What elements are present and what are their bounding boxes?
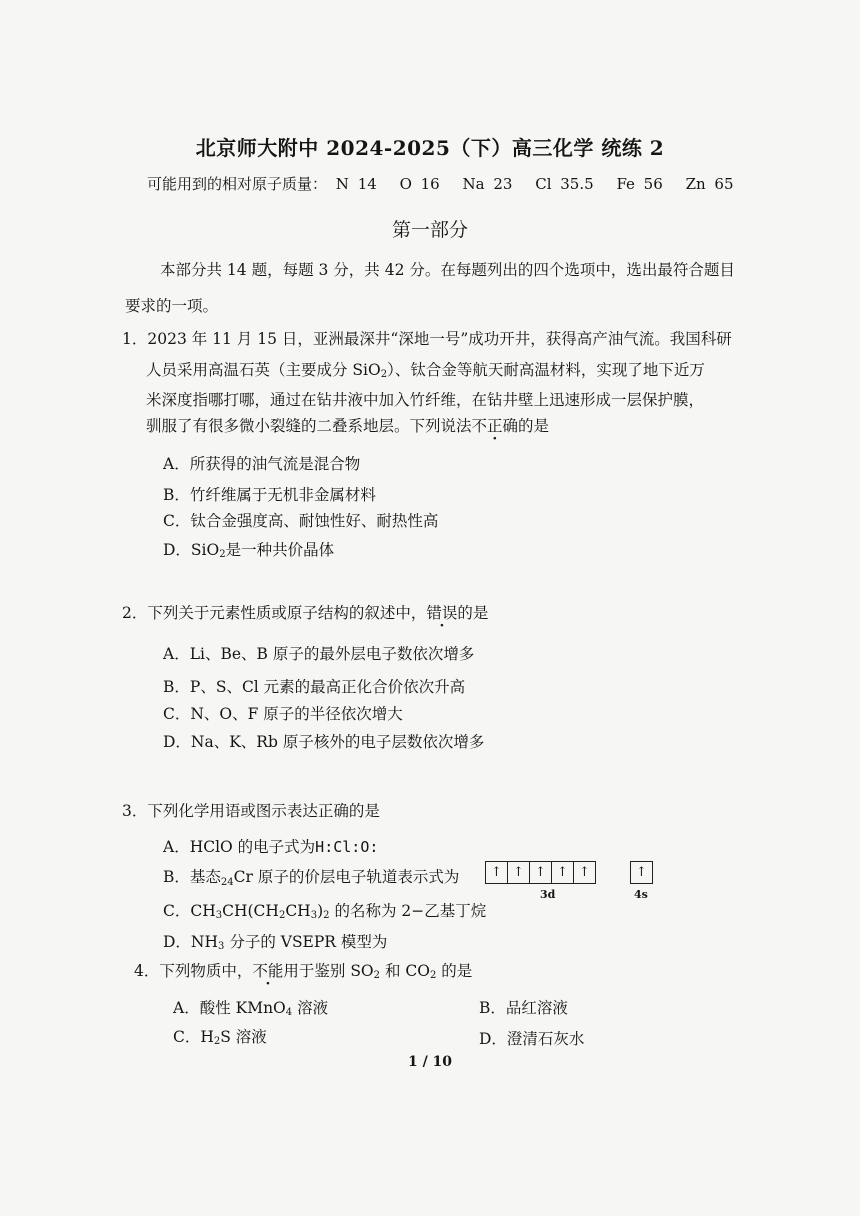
q3-d-sub: 3 — [218, 941, 225, 952]
q1-d-sub: 2 — [219, 549, 226, 560]
q3-b-post: Cr 原子的价层电子轨道表示式为 — [233, 868, 460, 886]
orbital-4s-label: 4s — [634, 888, 648, 901]
q1-stem-line-3: 米深度指哪打哪，通过在钻井液中加入竹纤维，在钻井壁上迅速形成一层保护膜， — [146, 391, 705, 409]
q2-option-a: A．Li、Be、B 原子的最外层电子数依次增多 — [163, 645, 475, 663]
q3-b-pre: B．基态 — [163, 868, 221, 886]
orbital-4s-box — [630, 861, 653, 884]
q1-d-pre: D．SiO — [163, 541, 220, 559]
atomic-masses — [147, 173, 734, 194]
orbital-3d-label: 3d — [540, 888, 556, 901]
orbital-3d-box-5: ↑ — [573, 861, 596, 884]
q1-line2-pre: 人员采用高温石英（主要成分 SiO — [146, 361, 381, 379]
q1-option-d — [163, 538, 334, 560]
orbital-3d-box-4: ↑ — [551, 861, 573, 884]
instructions-line-2: 要求的一项。 — [125, 297, 219, 315]
q4-c-pre: C．H — [173, 1028, 214, 1046]
q4-c-sub: 2 — [213, 1036, 221, 1047]
orbital-4s-box-1: ↑ — [630, 861, 653, 884]
q2-stem-post: 的是 — [457, 604, 489, 622]
q1-line4-pre: 驯服了有很多微小裂缝的二叠系地层。下列说法 — [146, 417, 472, 435]
q1-option-a: A．所获得的油气流是混合物 — [163, 455, 361, 473]
q4-stem-mid2: 和 CO — [380, 962, 430, 980]
q2-option-c: C．N、O、F 原子的半径依次增大 — [163, 705, 403, 723]
q4-c-post: S 溶液 — [220, 1028, 267, 1046]
mass-n: N 14 — [335, 175, 377, 193]
exam-title: 北京师大附中 2024-2025（下）高三化学 统练 2 — [195, 136, 665, 160]
q1-option-b: B．竹纤维属于无机非金属材料 — [163, 486, 376, 504]
q4-stem-pre: 4．下列物质中， — [134, 962, 253, 980]
q4-option-d: D．澄清石灰水 — [479, 1030, 585, 1048]
q4-option-b: B．品红溶液 — [479, 999, 568, 1017]
q4-stem — [134, 959, 472, 981]
q3-c-p2: CH(CH — [222, 902, 279, 920]
q3-option-c — [163, 899, 486, 921]
q2-stem — [122, 601, 488, 623]
q2-option-b: B．P、S、Cl 元素的最高正化合价依次升高 — [163, 678, 466, 696]
q4-stem-post: 的是 — [436, 962, 473, 980]
q3-option-a — [163, 835, 378, 857]
mass-cl: Cl 35.5 — [535, 175, 594, 193]
q4-stem-sub2: 2 — [429, 970, 437, 981]
q1-emphasis — [472, 417, 519, 435]
q3-c-s3: 3 — [310, 910, 318, 921]
q4-a-post: 溶液 — [292, 999, 329, 1017]
q4-stem-sub1: 2 — [373, 970, 381, 981]
q4-stem-mid: 用于鉴别 SO — [283, 962, 374, 980]
q4-a-pre: A．酸性 KMnO — [173, 999, 286, 1017]
q4-option-a — [173, 996, 328, 1018]
q4-option-c — [173, 1025, 267, 1047]
q3-c-p5: 的名称为 2−乙基丁烷 — [329, 902, 487, 920]
q1-line2-sub: 2 — [380, 369, 388, 380]
part-heading: 第一部分 — [391, 219, 468, 241]
orbital-3d-box-3: ↑ — [529, 861, 551, 884]
q2-stem-pre: 2．下列关于元素性质或原子结构的叙述中， — [122, 604, 427, 622]
mass-fe: Fe 56 — [616, 175, 663, 193]
q1-stem-line-1: 1．2023 年 11 月 15 日，亚洲最深井“深地一号”成功开井，获得高产油气流。我国科研 — [122, 330, 732, 348]
orbital-3d-box-1: ↑ — [485, 861, 507, 884]
mass-na: Na 23 — [462, 175, 513, 193]
q1-option-c: C．钛合金强度高、耐蚀性好、耐热性高 — [163, 512, 439, 530]
q1-emph-text: 不正确 — [471, 417, 519, 435]
page-number: 1 / 10 — [407, 1054, 453, 1070]
q3-a-pre: A．HClO 的电子式为 — [163, 838, 316, 856]
q3-c-s1: 3 — [215, 910, 223, 921]
q3-b-sub: 24 — [220, 877, 234, 888]
q3-c-s2: 2 — [278, 910, 286, 921]
mass-o: O 16 — [399, 175, 440, 193]
q4-a-sub: 4 — [285, 1007, 293, 1018]
q1-stem-line-4 — [146, 414, 549, 436]
q3-d-post: 分子的 VSEPR 模型为 — [224, 933, 388, 951]
q4-emph-text: 不能 — [252, 962, 284, 980]
q3-option-b — [163, 865, 459, 888]
q3-c-s4: 2 — [323, 910, 330, 921]
atomic-masses-label: 可能用到的相对原子质量： — [147, 175, 328, 193]
q3-stem: 3．下列化学用语或图示表达正确的是 — [122, 802, 380, 820]
orbital-3d-box-2: ↑ — [507, 861, 529, 884]
q3-d-pre: D．NH — [163, 933, 219, 951]
q2-emph-text: 错误 — [426, 604, 458, 622]
instructions-line-1: 本部分共 14 题，每题 3 分，共 42 分。在每题列出的四个选项中，选出最符合题目 — [160, 261, 735, 279]
q3-c-p4: ) — [317, 902, 324, 920]
q2-option-d: D．Na、K、Rb 原子核外的电子层数依次增多 — [163, 733, 485, 751]
q1-d-post: 是一种共价晶体 — [225, 541, 335, 559]
mass-zn: Zn 65 — [685, 175, 734, 193]
q3-option-d — [163, 930, 387, 952]
orbital-3d-boxes — [485, 861, 596, 884]
q3-c-p3: CH — [285, 902, 311, 920]
q1-line2-post: ）、钛合金等航天耐高温材料，实现了地下近万 — [387, 361, 705, 379]
electron-formula: H:Cl:O: — [315, 838, 379, 856]
q1-stem-line-2 — [146, 358, 705, 380]
q3-c-p1: C．CH — [163, 902, 216, 920]
q1-line4-post: 的是 — [518, 417, 550, 435]
